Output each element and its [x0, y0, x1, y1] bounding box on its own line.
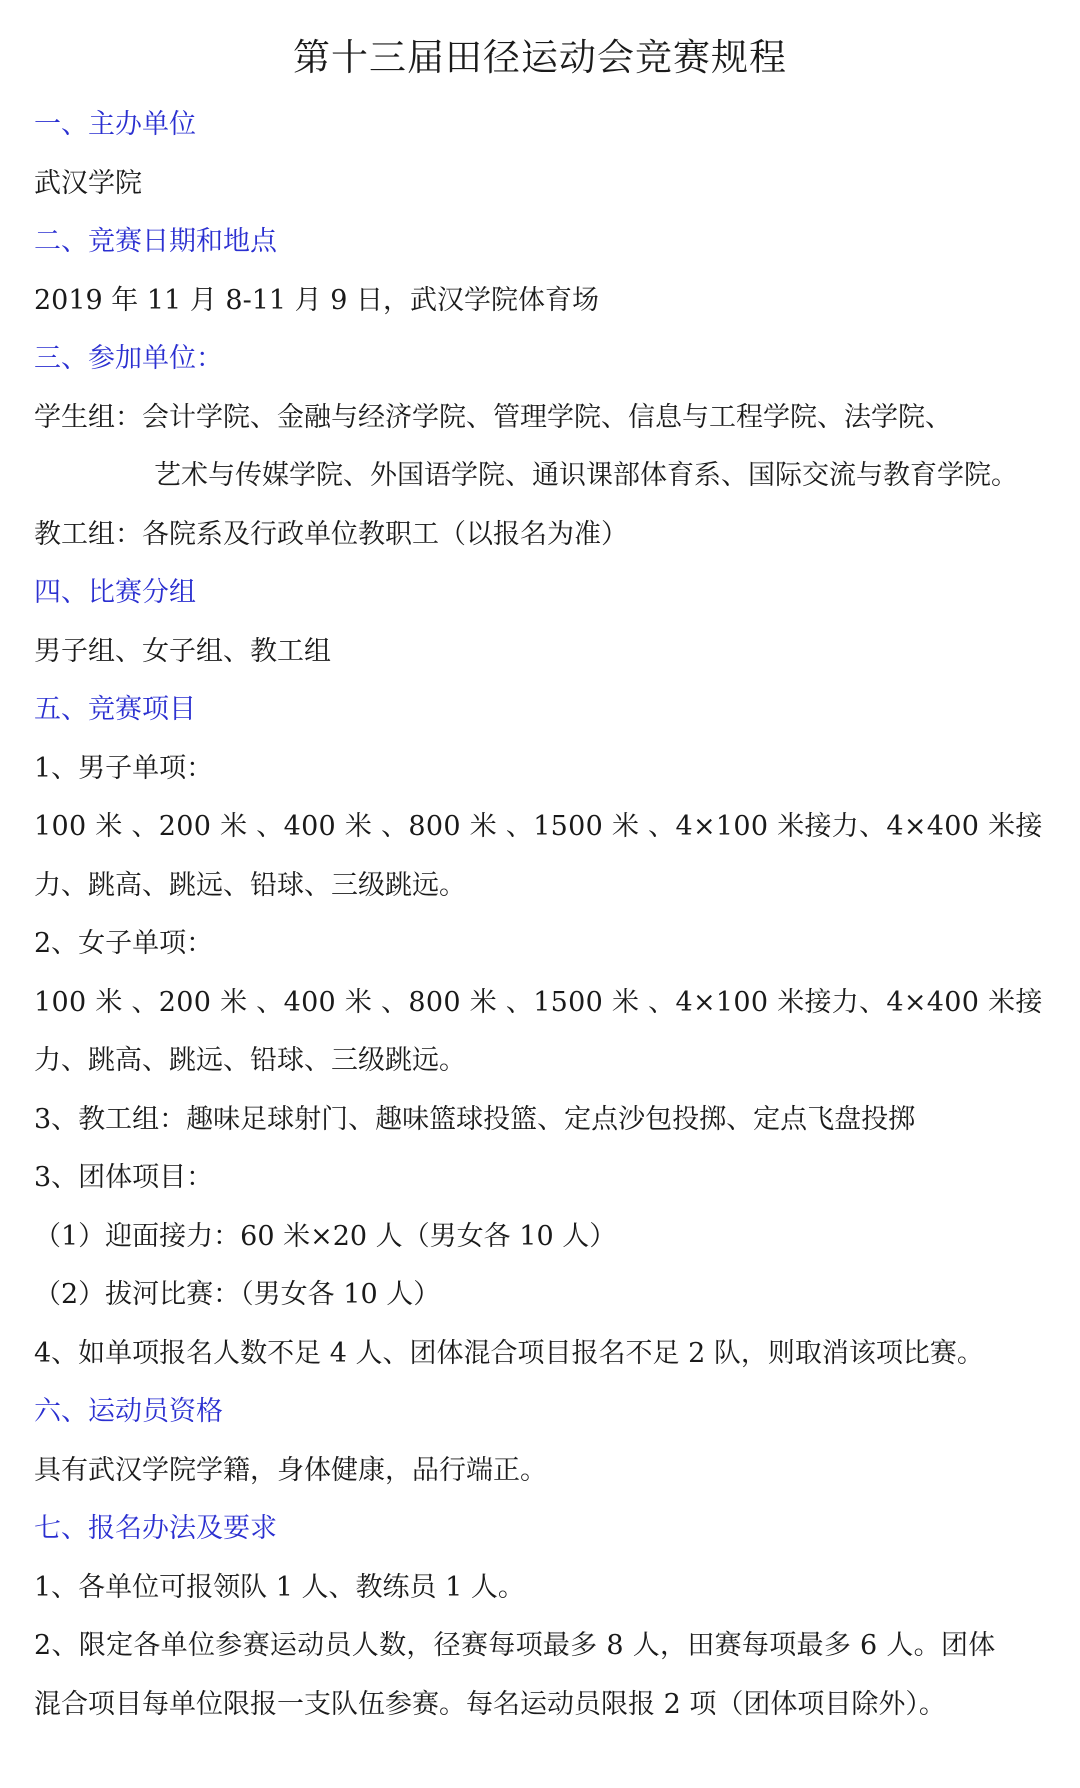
mens-events-list-continued: 力、跳高、跳远、铅球、三级跳远。 [34, 869, 466, 901]
eligibility-text: 具有武汉学院学籍，身体健康，品行端正。 [34, 1454, 547, 1486]
student-group-text-continued: 艺术与传媒学院、外国语学院、通识课部体育系、国际交流与教育学院。 [154, 460, 1018, 491]
document-title: 第十三届田径运动会竞赛规程 [293, 36, 787, 79]
mens-events-list: 100 米 、200 米 、400 米 、800 米 、1500 米 、4×100 米接力、4×400 米接 [34, 811, 1043, 842]
section-heading-events: 五、竞赛项目 [34, 694, 196, 725]
registration-rule-2: 2、限定各单位参赛运动员人数，径赛每项最多 8 人，田赛每项最多 6 人。团体 [34, 1630, 996, 1661]
registration-rule-1: 1、各单位可报领队 1 人、教练员 1 人。 [34, 1571, 525, 1603]
registration-rule-2-continued: 混合项目每单位限报一支队伍参赛。每名运动员限报 2 项（团体项目除外）。 [34, 1688, 946, 1720]
section-heading-registration: 七、报名办法及要求 [34, 1513, 277, 1544]
womens-events-label: 2、女子单项： [34, 928, 214, 959]
organizer-text: 武汉学院 [34, 167, 142, 199]
womens-events-list-continued: 力、跳高、跳远、铅球、三级跳远。 [34, 1045, 466, 1076]
womens-events-list: 100 米 、200 米 、400 米 、800 米 、1500 米 、4×100 米接力、4×400 米接 [34, 986, 1043, 1018]
student-group-text: 学生组：会计学院、金融与经济学院、管理学院、信息与工程学院、法学院、 [34, 401, 952, 433]
section-heading-groups: 四、比赛分组 [34, 577, 196, 608]
document-body [34, 96, 1046, 1734]
team-event-relay: （1）迎面接力：60 米×20 人（男女各 10 人） [34, 1220, 617, 1252]
team-event-tug-of-war: （2）拔河比赛：（男女各 10 人） [34, 1279, 441, 1310]
date-venue-text: 2019 年 11 月 8-11 月 9 日，武汉学院体育场 [34, 284, 599, 316]
section-heading-eligibility: 六、运动员资格 [34, 1396, 223, 1427]
section-heading-date-venue: 二、竞赛日期和地点 [34, 226, 277, 257]
team-events-label: 3、团体项目： [34, 1162, 214, 1193]
section-heading-organizer: 一、主办单位 [34, 109, 196, 140]
staff-events-text: 3、教工组：趣味足球射门、趣味篮球投篮、定点沙包投掷、定点飞盘投掷 [34, 1103, 916, 1135]
groups-text: 男子组、女子组、教工组 [34, 635, 331, 667]
staff-group-text: 教工组：各院系及行政单位教职工（以报名为准） [34, 518, 628, 550]
mens-events-label: 1、男子单项： [34, 752, 214, 784]
section-heading-participants: 三、参加单位： [34, 343, 223, 374]
cancellation-rule: 4、如单项报名人数不足 4 人、团体混合项目报名不足 2 队，则取消该项比赛。 [34, 1337, 984, 1369]
